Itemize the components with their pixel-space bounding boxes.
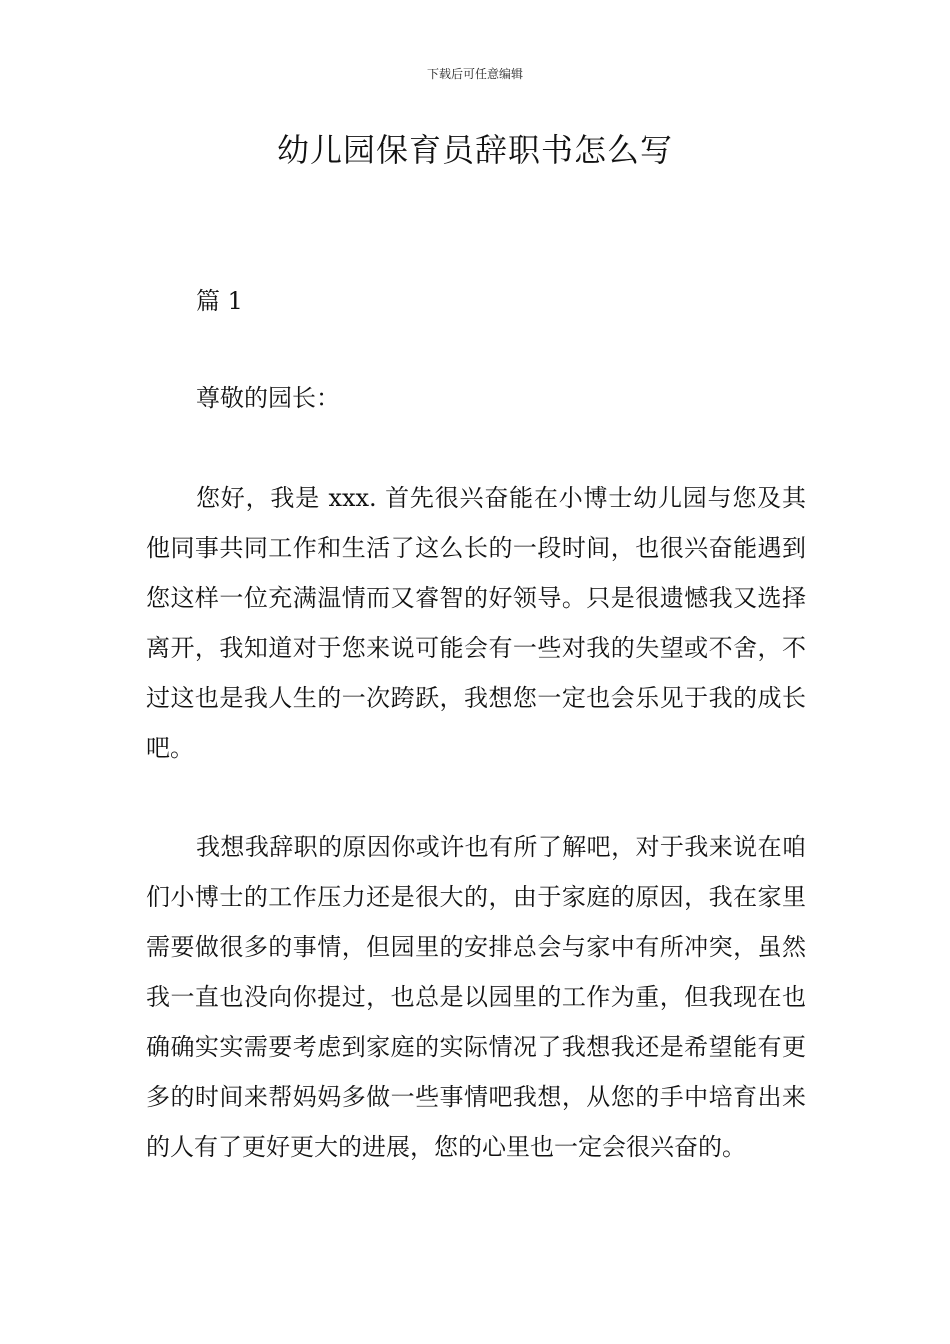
header-note: 下载后可任意编辑 (426, 67, 523, 81)
document-title: 幼儿园保育员辞职书怎么写 (276, 131, 673, 169)
section-label: 篇 1 (196, 287, 243, 315)
body-paragraph-2: 我想我辞职的原因你或许也有所了解吧，对于我来说在咱们小博士的工作压力还是很大的，由于家庭的原因，我在家里需要做很多的事情，但园里的安排总会与家中有所冲突，虽然我一直也没向你提过，也总是以园里的工作为重，但我现在也确确实实需要考虑到家庭的实际情况了我想我还是希望能有更多的时间来帮妈妈多做一些事情吧我想，从您的手中培育出来的人有了更好更大的进展，您的心里也一定会很兴奋的。 (146, 833, 806, 1161)
salutation: 尊敬的园长： (196, 384, 340, 412)
body-paragraph-1: 您好，我是 xxx. 首先很兴奋能在小博士幼儿园与您及其他同事共同工作和生活了这么长的一段时间，也很兴奋能遇到您这样一位充满温情而又睿智的好领导。只是很遗憾我又选择离开，我知道对于您来说可能会有一些对我的失望或不舍，不过这也是我人生的一次跨跃，我想您一定也会乐见于我的成长吧。 (146, 484, 806, 762)
